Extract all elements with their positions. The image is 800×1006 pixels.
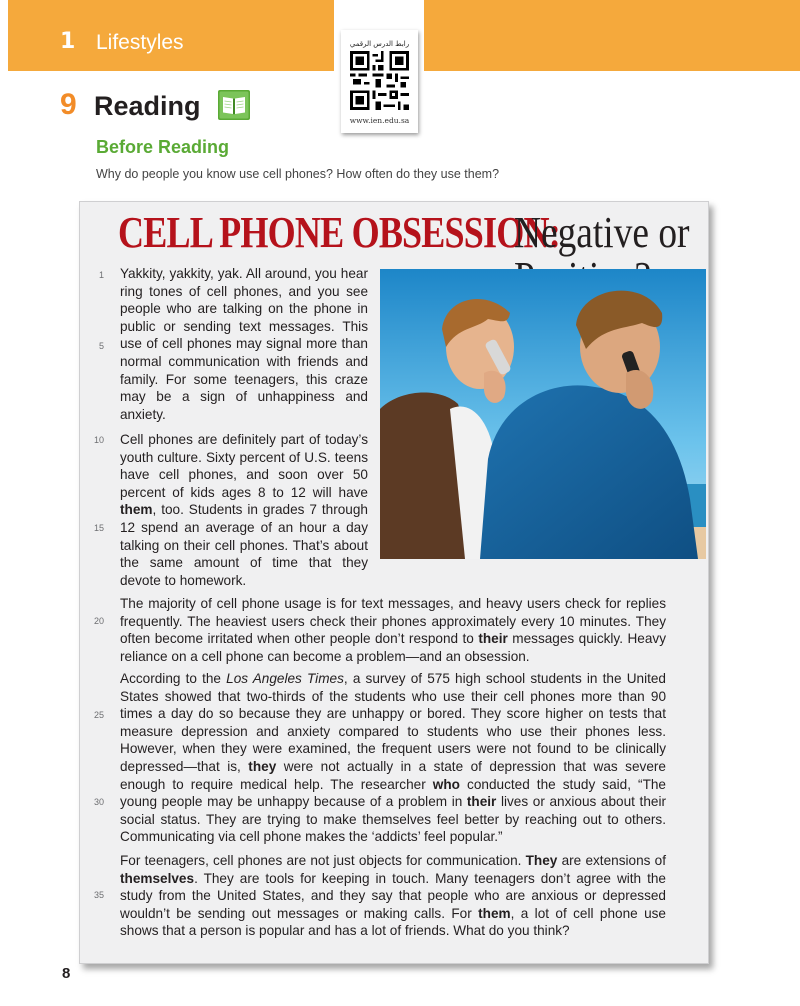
unit-header-bar-right bbox=[424, 0, 800, 71]
unit-number: 1 bbox=[60, 29, 76, 54]
before-reading-heading: Before Reading bbox=[96, 137, 230, 157]
lesson-title: Reading bbox=[94, 91, 201, 121]
article-paragraph-2: Cell phones are definitely part of today’s youth culture. Sixty percent of U.S. teens have cell phones, and soon over 50 percent of kids ages 8 to 12 will have them, too. Students in grades 7 through 12 spend an average of an hour a day talking on their cell phones. That’s about the same amount of time that they devote to homework. bbox=[120, 432, 368, 588]
article-paragraph-1: Yakkity, yakkity, yak. All around, you hear ring tones of cell phones, and you see people who are talking on the phone in public or sending text messages. This use of cell phones may signal more than normal communication with friends and family. For some teenagers, this craze may be a sign of unhappiness and anxiety. bbox=[120, 266, 368, 422]
page-number: 8 bbox=[62, 965, 71, 982]
line-number: 1 bbox=[98, 270, 104, 280]
teens-on-phones-photo bbox=[380, 269, 706, 559]
article-title-main: CELL PHONE OBSESSION: bbox=[118, 208, 560, 257]
line-number: 25 bbox=[93, 710, 104, 720]
article-paragraph-5: For teenagers, cell phones are not just objects for communication. They are extensions of themselves. They are tools for keeping in touch. Many teenagers don’t agree with the study from the United States, and they say that people who are anxious or depressed wouldn’t be sending out messages or making calls. For them, a lot of cell phone use shows that a person is popular and has a lot of friends. What do you think? bbox=[120, 853, 666, 939]
line-number: 15 bbox=[93, 523, 104, 533]
article-title-part1: Negative or bbox=[514, 208, 690, 257]
before-reading-question: Why do people you know use cell phones? How often do they use them? bbox=[96, 167, 500, 181]
lesson-number: 9 bbox=[60, 88, 77, 121]
qr-label: رابط الدرس الرقمي bbox=[349, 40, 410, 48]
line-number: 10 bbox=[93, 435, 104, 445]
line-number: 30 bbox=[93, 797, 104, 807]
book-icon bbox=[218, 90, 250, 120]
article-paragraph-4: According to the Los Angeles Times, a survey of 575 high school students in the United States showed that two-thirds of the students who use their cell phones more than 90 times a day do so because they are unhappy or bored. They score higher on tests that measure depression and anxiety compared to students who use their phones less. However, when they were examined, the frequent users were not found to be clinically depressed—that is, they were not actually in a state of depression that was severe enough to require medical help. The researcher who conducted the study said, “The young people may be unhappy because of a problem in their lives or anxious about their social status. They are trying to make themselves feel better by reaching out to others. Communicating via cell phone makes the ‘addicts’ feel popular.” bbox=[120, 671, 666, 845]
line-number: 5 bbox=[98, 341, 104, 351]
article-paragraph-3: The majority of cell phone usage is for text messages, and heavy users check for replies frequently. The heaviest users check their phones approximately every 10 minutes. They often become irritated when other people don’t respond to their messages quickly. Heavy reliance on a cell phone can become a problem—and an obsession. bbox=[120, 596, 666, 664]
qr-code-icon[interactable] bbox=[350, 51, 409, 110]
qr-card[interactable] bbox=[341, 30, 418, 133]
line-number: 20 bbox=[93, 616, 104, 626]
line-number: 35 bbox=[93, 890, 104, 900]
unit-title: Lifestyles bbox=[96, 31, 184, 54]
qr-url-link[interactable]: www.ien.edu.sa bbox=[349, 116, 410, 125]
